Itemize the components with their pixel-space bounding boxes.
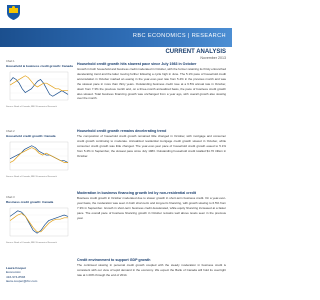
- figure-label: Chart 1: [6, 60, 15, 63]
- figure-source: Source: Bank of Canada, RBC Economics Research: [6, 242, 57, 244]
- section-title: CURRENT ANALYSIS: [165, 49, 226, 55]
- figure-source: Source: Bank of Canada, RBC Economics Research: [6, 106, 57, 108]
- section-heading: Moderation in business financing growth led by non-residential credit: [77, 191, 197, 195]
- chart-1: [6, 70, 70, 104]
- author-contact: [6, 266, 66, 284]
- series-line-1: [10, 78, 68, 97]
- section-heading: Household credit growth remains decelerating trend: [77, 129, 167, 133]
- rbc-logo-icon: [6, 4, 21, 20]
- figure-source: Source: Bank of Canada, RBC Economics Research: [6, 176, 57, 178]
- figure-title: Business credit growth: Canada: [6, 200, 54, 204]
- article-body: [77, 62, 226, 298]
- body-paragraph: Growth in both household and business credit moderated in October, with the former retaining its firmly entrenched decelerating trend and the latter moving further following a cycle high in June. The 5.1% pace of household credit accumulation in October marked an easing in the year-over-year rate from 5.4% in the previous month and was the slowest pace in more than thirty years. Outstanding business credit rose at a 6.5% annual rate in October, down from 7.3% the previous month and, on a three-month annualized basis, the pace of business credit growth also slowed. Total business financing growth was unchanged from a year ago, with overall growth also slowing over the month.: [77, 67, 226, 101]
- figure-title: Household & business credit growth: Canada: [6, 64, 73, 68]
- body-paragraph: The continued slowing in personal credit growth coupled with the steady moderation in business credit is consistent with our view of tepid demand in the economy. We expect the Bank of Canada will hold its overnight rate at 1.00% through the end of 2014.: [77, 263, 226, 277]
- banner-text: RBC ECONOMICS | RESEARCH: [132, 33, 226, 39]
- author-role: Economist: [6, 270, 21, 275]
- header-banner: [0, 28, 232, 47]
- section-heading: Credit environment to support GDP growth: [77, 258, 151, 262]
- series-line-2: [10, 148, 68, 163]
- body-paragraph: Business credit growth in October moderated due to slower growth in short-term business credit. On a year-over-year basis, the moderation was seen in both short-term and long-term financing, with growth slowing to 6.5% from 7.3% in September. Growth in short-term business credit decelerated, while equity financing increased at a faster pace. The overall pace of business financing growth in October remains well above levels seen in the previous year.: [77, 196, 226, 220]
- author-phone: 416-974-8593: [6, 274, 26, 279]
- figure-label: Chart 2: [6, 130, 15, 133]
- section-heading: Household credit growth hits slowest pace since July 1983 in October: [77, 62, 197, 66]
- author-name: Laura Cooper: [6, 266, 27, 270]
- chart-2: [6, 140, 70, 174]
- body-paragraph: The composition of household credit growth remained little changed in October, with mortgage and consumer credit growth continuing to moderate. Annualized residential mortgage credit growth slowed in October, while consumer credit growth was little changed. The year-over-year pace of household credit growth eased to 5.1% from 5.4% in September, the slowest pace since July 1983. Outstanding household credit totalled $1.76 trillion in October.: [77, 134, 226, 158]
- figure-label: Chart 3: [6, 196, 15, 199]
- author-email[interactable]: laura.cooper@rbc.com: [6, 279, 38, 284]
- chart-3: [6, 206, 70, 240]
- figure-title: Household credit growth: Canada: [6, 134, 56, 138]
- series-line-2: [10, 76, 68, 91]
- publication-date: November 2013: [200, 56, 226, 60]
